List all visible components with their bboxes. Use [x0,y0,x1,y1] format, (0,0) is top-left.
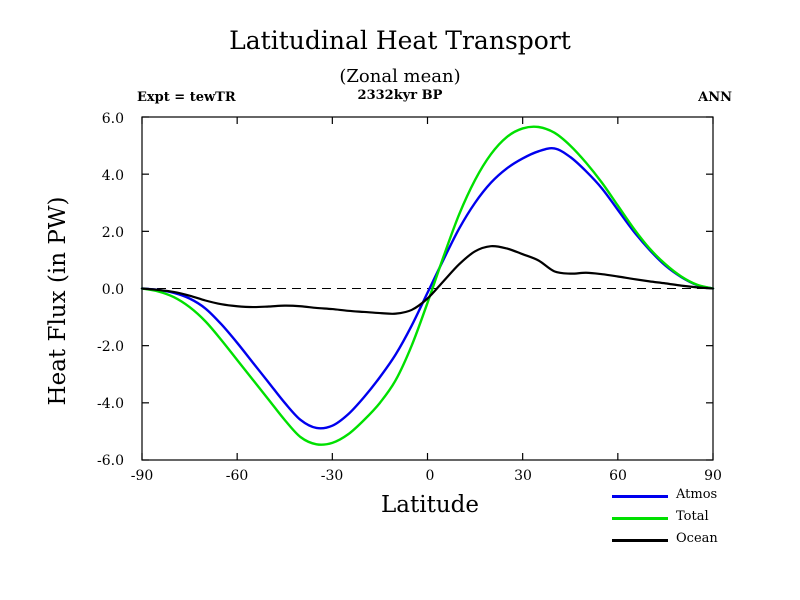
chart-title: Latitudinal Heat Transport [229,26,571,55]
experiment-label: Expt = tewTR [137,90,236,105]
legend-label-ocean: Ocean [676,531,718,546]
y-tick-label: -6.0 [97,453,124,469]
y-tick-label: 0.0 [101,282,124,298]
legend-item [612,508,762,530]
x-axis-label: Latitude [381,492,479,518]
data-series-group [142,127,713,445]
legend-swatch-atmos [612,495,668,498]
legend-swatch-ocean [612,539,668,542]
x-tick-label: 60 [609,468,627,484]
y-tick-label: -2.0 [97,339,124,355]
legend-label-total: Total [676,509,709,524]
x-tick-label: -90 [130,468,154,484]
legend-swatch-total [612,517,668,520]
legend-label-atmos: Atmos [676,487,718,502]
time-period-label: 2332kyr BP [357,88,443,103]
legend-item [612,530,762,552]
chart-subtitle: (Zonal mean) [339,66,461,87]
x-tick-label: -60 [225,468,249,484]
y-tick-label: -4.0 [97,396,124,412]
legend-item [612,486,762,508]
series-line-total [142,127,713,445]
x-tick-label: 90 [704,468,722,484]
y-axis-label: Heat Flux (in PW) [45,196,71,406]
season-label: ANN [698,90,732,105]
x-tick-label: -30 [320,468,344,484]
y-tick-label: 4.0 [101,168,124,184]
x-tick-label: 30 [514,468,532,484]
x-tick-label: 0 [425,468,435,484]
y-tick-label: 6.0 [101,111,124,127]
legend [612,486,762,554]
y-tick-label: 2.0 [101,225,124,241]
